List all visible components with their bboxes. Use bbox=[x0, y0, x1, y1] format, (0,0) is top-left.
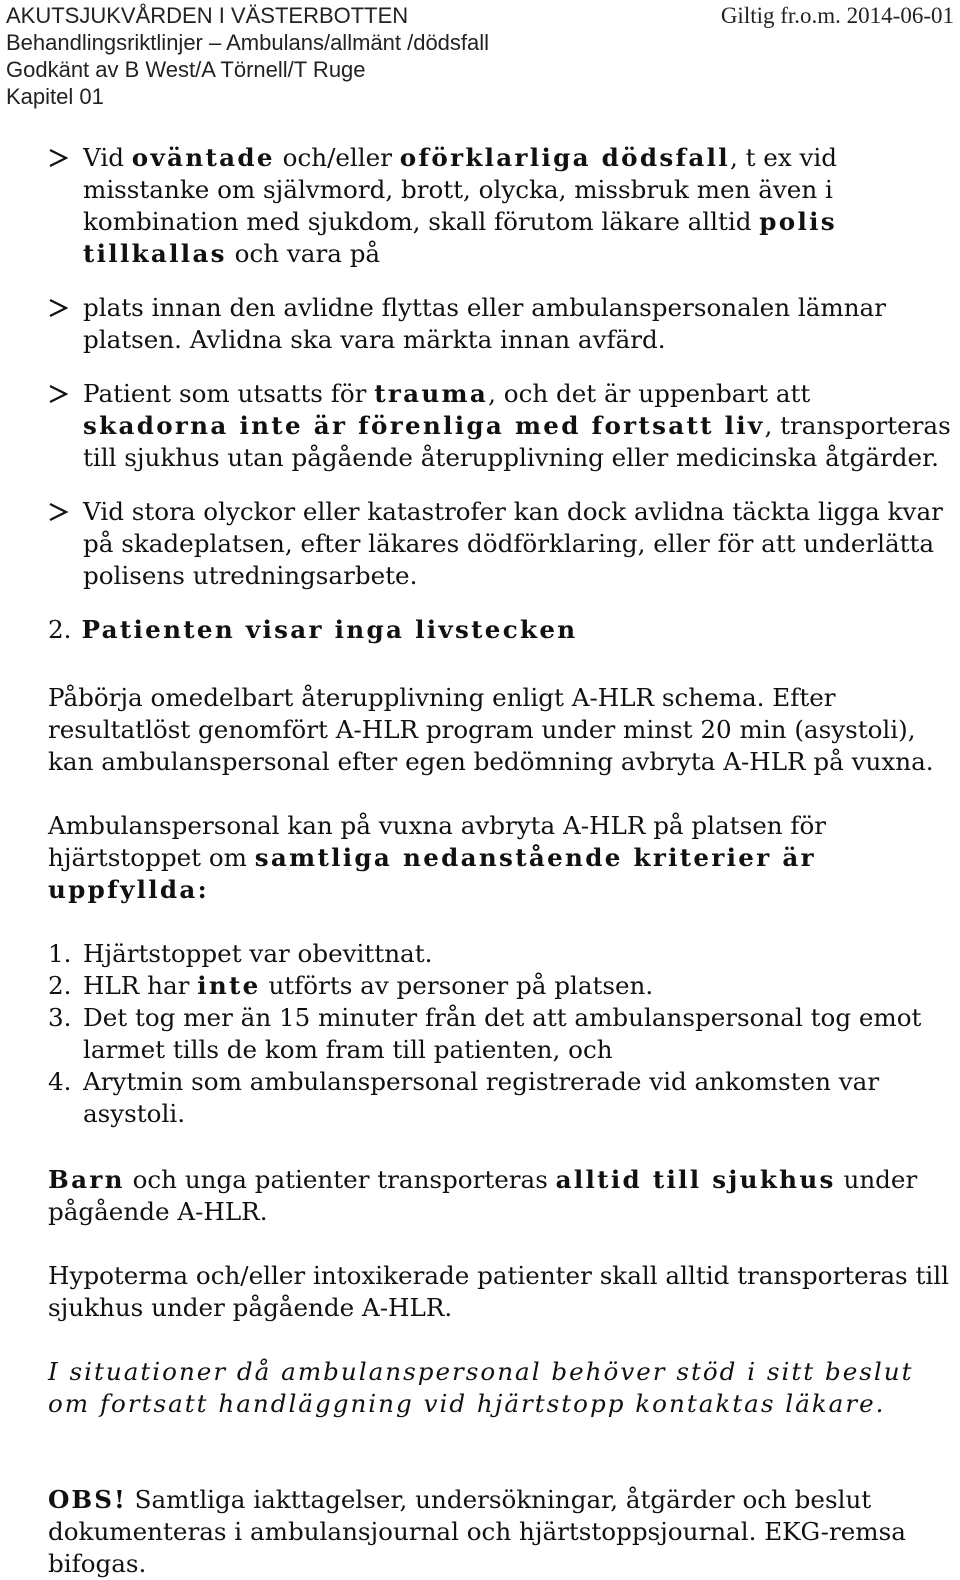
list-number: 3. bbox=[48, 1003, 72, 1032]
section-heading bbox=[48, 614, 958, 646]
list-text: Hjärtstoppet var obevittnat. bbox=[83, 939, 433, 968]
bullet-text: Patient som utsatts för bbox=[83, 379, 375, 408]
bullet-text: plats innan den avlidne flyttas eller ambulanspersonalen lämnar platsen. Avlidna ska vara märkta innan avfärd. bbox=[83, 293, 886, 354]
document-header bbox=[6, 2, 954, 110]
bullet-text: , transporteras till sjukhus utan pågående återupplivning eller medicinska åtgärder. bbox=[83, 411, 951, 472]
paragraph-text: under pågående A-HLR. bbox=[48, 1165, 918, 1226]
arrow-bullet-icon bbox=[48, 149, 68, 167]
list-text: Arytmin som ambulanspersonal registrerade vid ankomsten var asystoli. bbox=[83, 1067, 880, 1128]
italic-note: I situationer då ambulanspersonal behöver stöd i sitt beslut om fortsatt handläggning vid hjärtstopp kontaktas läkare. bbox=[48, 1357, 914, 1418]
paragraph-text: och unga patienter transporteras bbox=[124, 1165, 556, 1194]
bullet-text: och/eller bbox=[274, 143, 400, 172]
list-number: 1. bbox=[48, 939, 72, 968]
paragraph-text: Ambulanspersonal kan på vuxna avbryta A-HLR på platsen för hjärtstoppet om bbox=[48, 811, 827, 872]
bold-text: trauma bbox=[374, 379, 489, 408]
bold-text: Barn bbox=[48, 1165, 125, 1194]
bold-text: oväntade bbox=[131, 143, 275, 172]
list-number: 4. bbox=[48, 1067, 72, 1096]
bullet-item bbox=[48, 378, 958, 474]
bold-text: alltid till sjukhus bbox=[555, 1165, 836, 1194]
obs-text: Samtliga iakttagelser, undersökningar, åtgärder och beslut dokumenteras i ambulansjournal och hjärtstoppsjournal. EKG-remsa bifogas. bbox=[48, 1485, 906, 1578]
bold-text: inte bbox=[197, 971, 261, 1000]
bullet-item bbox=[48, 292, 958, 356]
section-title: Patienten visar inga livstecken bbox=[81, 615, 578, 644]
criteria-list bbox=[48, 938, 958, 1130]
bullet-item bbox=[48, 496, 958, 592]
arrow-bullet-icon bbox=[48, 299, 68, 317]
bullet-text: och vara på bbox=[226, 239, 381, 268]
document-body bbox=[48, 142, 958, 1580]
list-item bbox=[48, 1002, 958, 1066]
bold-text: oförklarliga dödsfall bbox=[399, 143, 730, 172]
list-item bbox=[48, 938, 958, 970]
validity-date: Giltig fr.o.m. 2014-06-01 bbox=[720, 3, 954, 28]
arrow-bullet-icon bbox=[48, 385, 68, 403]
org-name: AKUTSJUKVÅRDEN I VÄSTERBOTTEN bbox=[6, 3, 409, 28]
list-text: utförts av personer på platsen. bbox=[260, 971, 654, 1000]
arrow-bullet-icon bbox=[48, 503, 68, 521]
obs-label: OBS! bbox=[48, 1485, 127, 1514]
bullet-text: Vid bbox=[83, 143, 132, 172]
paragraph-ahlr-start: Påbörja omedelbart återupplivning enligt A-HLR schema. Efter resultatlöst genomfört A-HLR program under minst 20 min (asystoli), kan ambulanspersonal efter egen bedömning avbryta A-HLR på vuxna. bbox=[48, 683, 934, 776]
list-item bbox=[48, 1066, 958, 1130]
list-number: 2. bbox=[48, 971, 72, 1000]
chapter-label: Kapitel 01 bbox=[6, 84, 104, 109]
list-item bbox=[48, 970, 958, 1002]
bullet-text: Vid stora olyckor eller katastrofer kan dock avlidna täckta ligga kvar på skadeplatsen, efter läkares dödförklaring, eller för att underlätta polisens utredningsarbete. bbox=[83, 497, 943, 590]
bold-text: samtliga nedanstående kriterier är uppfyllda: bbox=[48, 843, 816, 904]
section-number: 2. bbox=[48, 615, 72, 644]
paragraph-criteria-intro bbox=[48, 810, 958, 906]
paragraph-children bbox=[48, 1164, 958, 1228]
obs-note bbox=[48, 1484, 958, 1580]
paragraph-hypothermia: Hypoterma och/eller intoxikerade patienter skall alltid transporteras till sjukhus under pågående A-HLR. bbox=[48, 1261, 949, 1322]
approved-by: Godkänt av B West/A Törnell/T Ruge bbox=[6, 57, 366, 82]
bold-text: polis tillkallas bbox=[83, 207, 837, 268]
guideline-title: Behandlingsriktlinjer – Ambulans/allmänt /dödsfall bbox=[6, 30, 490, 55]
bullet-text: , t ex vid misstanke om självmord, brott, olycka, missbruk men även i kombination med sjukdom, skall förutom läkare alltid bbox=[83, 143, 838, 236]
list-text: Det tog mer än 15 minuter från det att ambulanspersonal tog emot larmet tills de kom fram till patienten, och bbox=[83, 1003, 922, 1064]
bullet-item bbox=[48, 142, 958, 270]
bullet-text: , och det är uppenbart att bbox=[488, 379, 811, 408]
bold-text: skadorna inte är förenliga med fortsatt liv bbox=[83, 411, 765, 440]
list-text: HLR har bbox=[83, 971, 198, 1000]
